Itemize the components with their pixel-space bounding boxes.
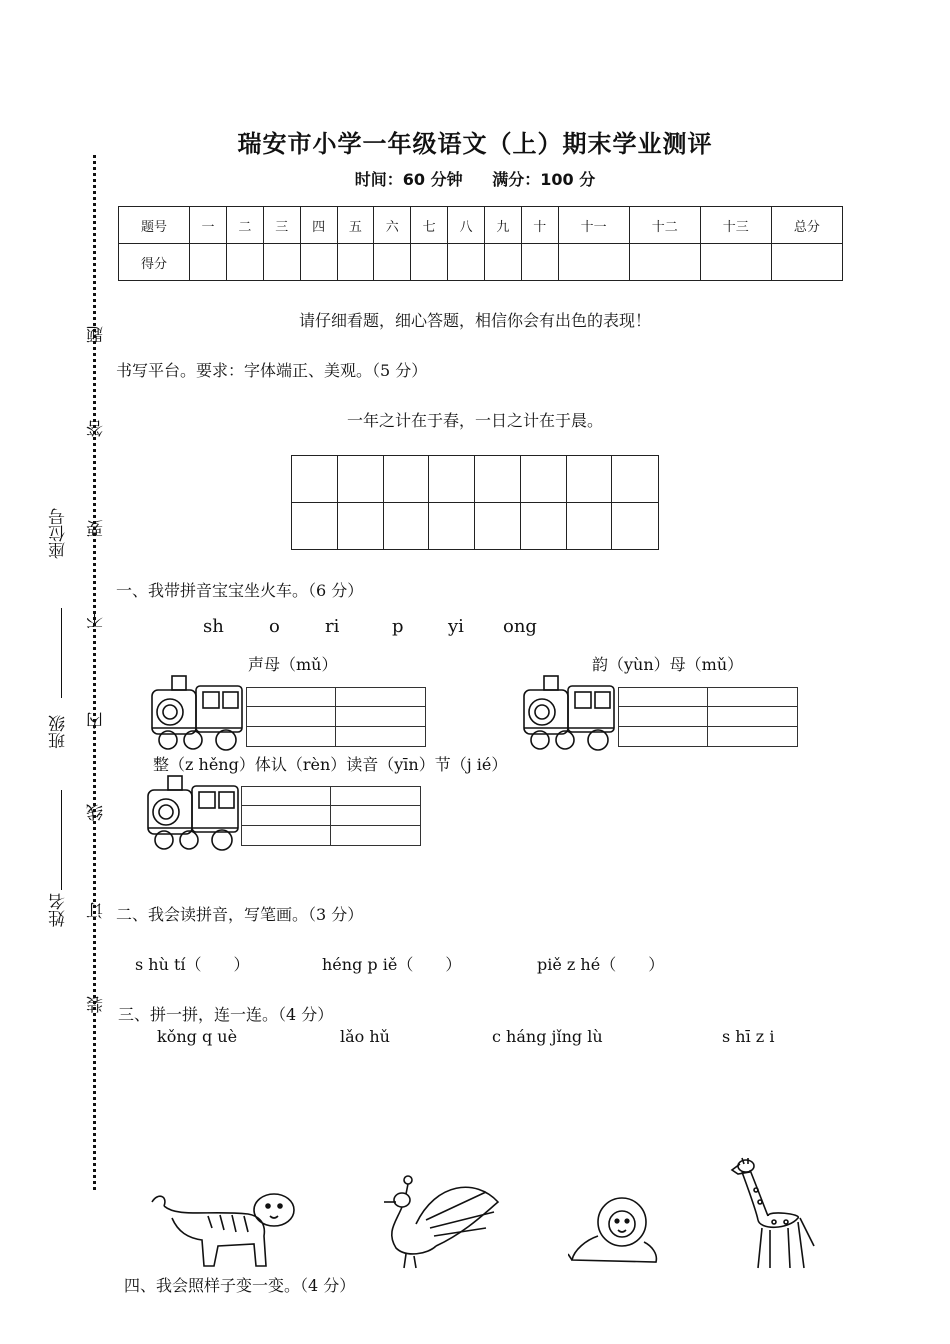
- train3-answer-grid[interactable]: [241, 786, 421, 846]
- seat-number-blank[interactable]: [61, 608, 62, 698]
- binding-char: 答: [87, 420, 107, 437]
- q1-heading: 一、我带拼音宝宝坐火车。（6 分）: [116, 581, 364, 600]
- score-table-header-row: [119, 207, 843, 244]
- q3-heading: 三、拼一拼，连一连。（4 分）: [118, 1005, 334, 1024]
- q2-item[interactable]: s hù tí（ ）: [135, 955, 250, 974]
- q2-heading: 二、我会读拼音，写笔画。（3 分）: [116, 905, 364, 924]
- score-table-cell: 一: [190, 207, 227, 244]
- score-cell[interactable]: [558, 244, 629, 281]
- peacock-picture[interactable]: [366, 1172, 502, 1270]
- exam-full-score: 满分：100 分: [492, 170, 596, 189]
- score-cell[interactable]: [263, 244, 300, 281]
- score-cell[interactable]: [700, 244, 771, 281]
- score-cell[interactable]: [448, 244, 485, 281]
- score-cell[interactable]: [226, 244, 263, 281]
- score-cell[interactable]: [337, 244, 374, 281]
- score-table-row-label: 得分: [119, 244, 190, 281]
- q3-word: c háng jǐng lù: [492, 1027, 603, 1046]
- train1-answer-grid[interactable]: [246, 687, 426, 747]
- score-cell[interactable]: [771, 244, 842, 281]
- score-cell[interactable]: [521, 244, 558, 281]
- lion-picture[interactable]: [568, 1196, 662, 1270]
- score-table: [118, 206, 843, 281]
- score-cell[interactable]: [484, 244, 521, 281]
- binding-char: 题: [87, 326, 107, 343]
- q3-word: kǒng q uè: [157, 1027, 238, 1046]
- tiger-picture[interactable]: [148, 1188, 300, 1270]
- score-table-cell: 十三: [700, 207, 771, 244]
- writing-heading: 书写平台。要求：字体端正、美观。（5 分）: [116, 361, 428, 380]
- q3-word: s hī z i: [722, 1027, 775, 1046]
- exam-time: 时间：60 分钟: [354, 170, 463, 189]
- score-table-cell: 四: [300, 207, 337, 244]
- giraffe-picture[interactable]: [728, 1150, 820, 1270]
- train2-label: 韵（yùn）母（mǔ）: [592, 655, 744, 674]
- train2-answer-grid[interactable]: [618, 687, 798, 747]
- score-cell[interactable]: [629, 244, 700, 281]
- exam-title: 瑞安市小学一年级语文（上）期末学业测评: [237, 130, 713, 158]
- score-table-cell: 五: [337, 207, 374, 244]
- score-cell[interactable]: [190, 244, 227, 281]
- score-table-cell: 六: [374, 207, 411, 244]
- exam-info: [0, 167, 950, 190]
- q2-item[interactable]: héng p iě（ ）: [322, 955, 462, 974]
- train-icon: [520, 672, 620, 752]
- score-table-cell: 三: [263, 207, 300, 244]
- pinyin-syllable: ri: [325, 616, 340, 637]
- binding-char: 线: [87, 804, 107, 821]
- score-table-cell: 十一: [558, 207, 629, 244]
- binding-char: 内: [87, 712, 107, 729]
- score-table-cell: 十: [521, 207, 558, 244]
- name-label: 姓名: [49, 893, 69, 927]
- q4-heading: 四、我会照样子变一变。（4 分）: [124, 1276, 356, 1295]
- score-table-cell: 八: [448, 207, 485, 244]
- score-table-cell: 十二: [629, 207, 700, 244]
- seat-number-label: 座位号: [49, 508, 69, 559]
- q3-word: lǎo hǔ: [340, 1027, 390, 1046]
- score-table-cell: 总分: [771, 207, 842, 244]
- pinyin-syllable: ong: [503, 616, 537, 637]
- class-label: 班级: [49, 715, 69, 749]
- binding-char: 不: [87, 612, 107, 629]
- train-icon: [148, 672, 248, 752]
- writing-grid[interactable]: [291, 455, 659, 550]
- score-table-score-row: [119, 244, 843, 281]
- q2-item[interactable]: piě z hé（ ）: [537, 955, 665, 974]
- binding-char: 装: [87, 996, 107, 1013]
- instruction-text: 请仔细看题，细心答题，相信你会有出色的表现！: [298, 311, 651, 330]
- train-icon: [144, 772, 244, 852]
- pinyin-syllable: yi: [448, 616, 464, 637]
- pinyin-syllable: o: [269, 616, 280, 637]
- pinyin-syllable: p: [392, 616, 404, 637]
- writing-sentence: 一年之计在于春，一日之计在于晨。: [346, 411, 603, 430]
- train1-label: 声母（mǔ）: [248, 655, 338, 674]
- score-cell[interactable]: [411, 244, 448, 281]
- score-table-cell: 题号: [119, 207, 190, 244]
- binding-char: 订: [87, 902, 107, 919]
- score-cell[interactable]: [374, 244, 411, 281]
- class-blank[interactable]: [61, 790, 62, 890]
- score-table-cell: 二: [226, 207, 263, 244]
- train3-label: 整（z hěng）体认（rèn）读音（yīn）节（j ié）: [153, 755, 508, 774]
- score-table-cell: 七: [411, 207, 448, 244]
- score-table-cell: 九: [484, 207, 521, 244]
- binding-char: 要: [87, 520, 107, 537]
- score-cell[interactable]: [300, 244, 337, 281]
- pinyin-syllable: sh: [203, 616, 224, 637]
